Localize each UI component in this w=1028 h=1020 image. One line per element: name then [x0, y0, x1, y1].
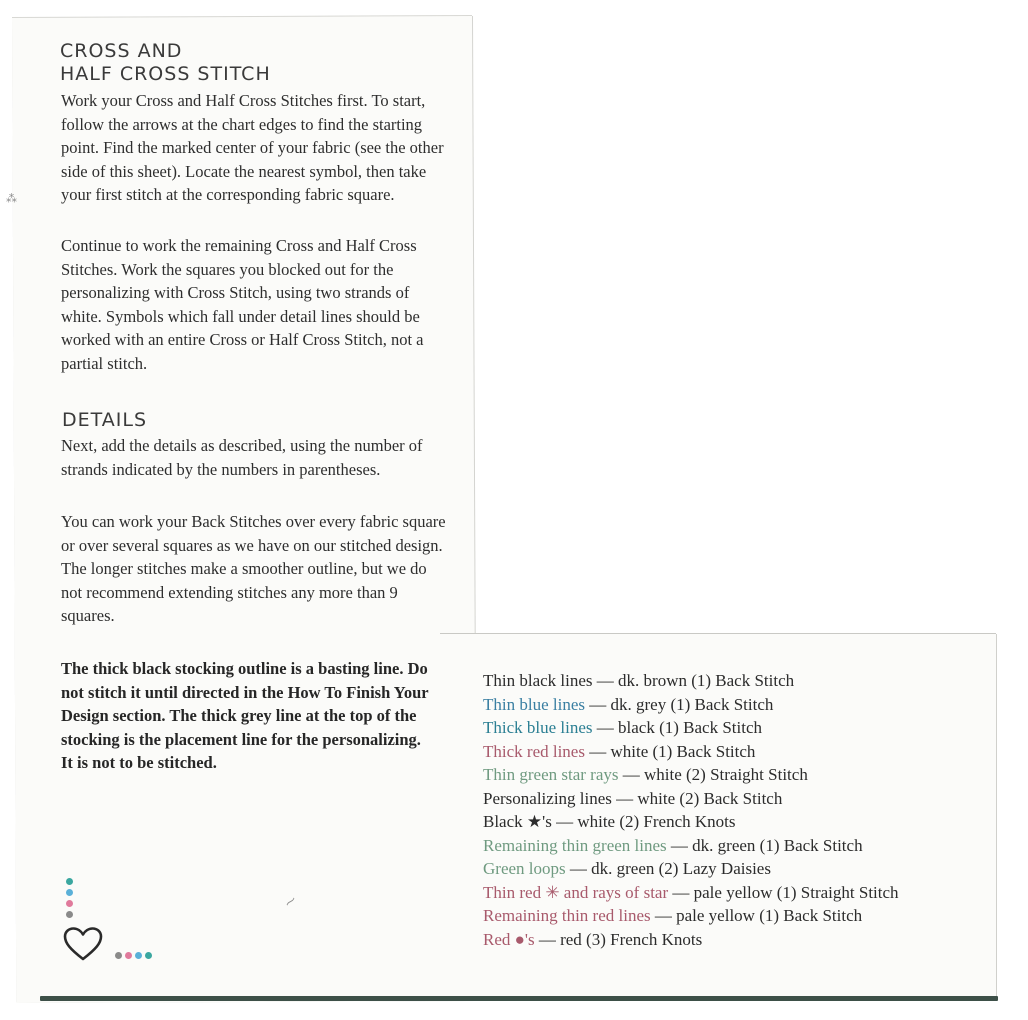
stitch-key-label: Thin green star rays: [483, 765, 619, 784]
stitch-key-label: Green loops: [483, 859, 566, 878]
decor-dot: [145, 952, 152, 959]
stitch-key-description: — white (2) Back Stitch: [611, 788, 783, 808]
decor-dot: [66, 911, 73, 918]
cross-stitch-heading: [60, 40, 271, 86]
stitch-key-item: [483, 928, 899, 952]
decor-dot: [125, 952, 132, 959]
cross-stitch-paragraph-1: Work your Cross and Half Cross Stitches first. To start, follow the arrows at the chart edges to find the starting point. Find the marked center of your fabric (see the other side of this sheet). Locate the nearest symbol, then take your first stitch at the corresponding fabric square.: [61, 91, 444, 205]
cross-stitch-heading-line1: CROSS AND: [60, 40, 183, 62]
stitch-key-description: — white (2) Straight Stitch: [618, 765, 808, 784]
decor-dot: [66, 900, 73, 907]
decor-dot: [135, 952, 142, 959]
stitch-key-item: [483, 857, 899, 881]
bottom-edge-line: [40, 996, 998, 1001]
stitch-key-description: — dk. brown (1) Back Stitch: [592, 671, 795, 690]
stitch-key-item: [483, 834, 899, 858]
details-paragraph-1: Next, add the details as described, using the number of strands indicated by the numbers in parentheses.: [61, 436, 423, 479]
paper-speck: ⁂: [6, 193, 17, 205]
stitch-key-item: [483, 740, 899, 764]
stitch-key-list: [483, 669, 899, 951]
stitch-key-item: [483, 881, 899, 905]
cross-stitch-heading-line2: HALF CROSS STITCH: [60, 63, 271, 85]
stitch-key-label: Black ★'s: [483, 812, 552, 831]
stitch-key-label: Thin black lines: [483, 671, 593, 690]
heart-icon: [62, 926, 104, 962]
stitch-key-item: [483, 669, 899, 693]
stitch-key-label: Thin red ✳ and rays of star: [483, 882, 669, 902]
decor-dot: [66, 889, 73, 896]
stitch-key-item: [483, 810, 899, 834]
stitch-key-description: — dk. grey (1) Back Stitch: [584, 694, 774, 714]
decor-dot: [115, 952, 122, 959]
stitch-key-label: Thin blue lines: [483, 694, 585, 714]
stitch-key-label: Red ●'s: [483, 929, 535, 949]
details-paragraph-basting: The thick black stocking outline is a basting line. Do not stitch it until directed in the How To Finish Your Design section. The thick grey line at the top of the stocking is the placement line for the personalizing. It is not to be stitched.: [61, 659, 429, 773]
cross-stitch-paragraph-2: Continue to work the remaining Cross and Half Cross Stitches. Work the squares you blocked out for the personalizing with Cross Stitch, using two strands of white. Symbols which fall under detail lines should be worked with an entire Cross or Half Cross Stitch, not a partial stitch.: [61, 236, 424, 373]
stitch-key-description: — pale yellow (1) Straight Stitch: [668, 882, 899, 902]
stitch-key-description: — white (1) Back Stitch: [584, 741, 756, 761]
details-heading: DETAILS: [62, 409, 148, 431]
stitch-key-description: — dk. green (2) Lazy Daisies: [565, 859, 771, 878]
stitch-key-description: — red (3) French Knots: [534, 929, 703, 949]
stitch-key-item: [483, 763, 899, 787]
stitch-key-description: — white (2) French Knots: [551, 812, 736, 831]
stitch-key-item: [483, 904, 899, 928]
stitch-key-label: Thick blue lines: [483, 718, 593, 737]
stitch-key-item: [483, 693, 899, 717]
stitch-key-item: [483, 716, 899, 740]
decorative-motif: [62, 872, 172, 962]
decor-dot: [66, 878, 73, 885]
stitch-key-label: Personalizing lines: [483, 788, 612, 808]
stitch-key-description: — pale yellow (1) Back Stitch: [650, 906, 863, 925]
stitch-key-description: — dk. green (1) Back Stitch: [666, 835, 863, 855]
stitch-key-label: Thick red lines: [483, 741, 585, 761]
stitch-key-description: — black (1) Back Stitch: [592, 718, 763, 737]
paper-speck: ⁓: [282, 893, 299, 911]
details-paragraph-2: You can work your Back Stitches over every fabric square or over several squares as we have on our stitched design. The longer stitches make a smoother outline, but we do not recommend extending stitches any more than 9 squares.: [61, 512, 446, 626]
stitch-key-label: Remaining thin red lines: [483, 906, 651, 925]
stitch-key-item: [483, 787, 899, 811]
stitch-key-label: Remaining thin green lines: [483, 835, 667, 855]
